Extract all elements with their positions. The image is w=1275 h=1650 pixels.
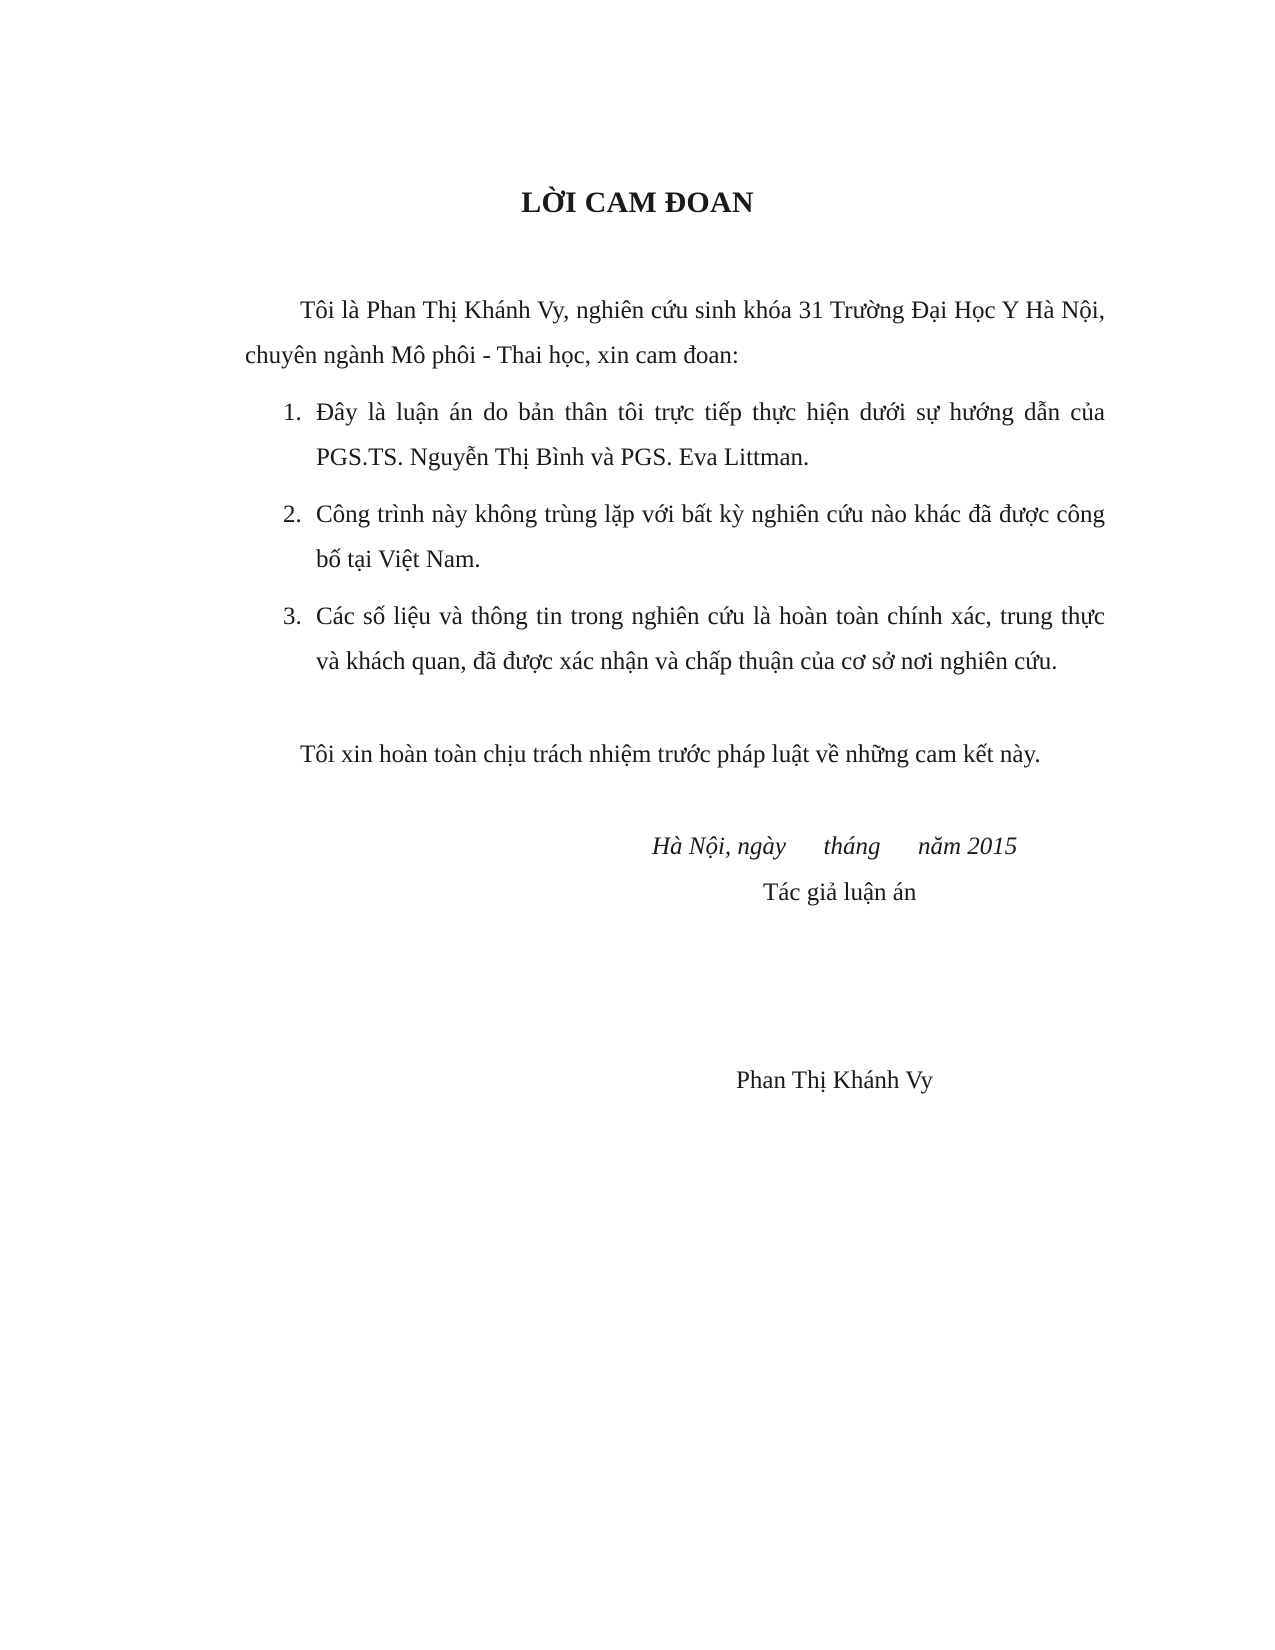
author-label: Tác giả luận án [763,879,917,906]
list-item [283,492,1105,582]
closing-statement: Tôi xin hoàn toàn chịu trách nhiệm trước pháp luật về những cam kết này. [300,741,1041,768]
list-item [283,390,1105,480]
author-name: Phan Thị Khánh Vy [736,1067,933,1094]
page-title: LỜI CAM ĐOAN [521,186,754,219]
list-item-text: Đây là luận án do bản thân tôi trực tiếp thực hiện dưới sự hướng dẫn của PGS.TS. Nguyễn Thị Bình và PGS. Eva Littman. [316,399,1105,471]
commitment-list-2 [283,492,1105,582]
list-item [283,594,1105,684]
list-item-text: Các số liệu và thông tin trong nghiên cứu là hoàn toàn chính xác, trung thực và khách quan, đã được xác nhận và chấp thuận của cơ sở nơi nghiên cứu. [316,603,1105,675]
list-item-number: 2. [283,501,302,528]
date-line: Hà Nội, ngày tháng năm 2015 [652,833,1018,860]
intro-paragraph: Tôi là Phan Thị Khánh Vy, nghiên cứu sinh khóa 31 Trường Đại Học Y Hà Nội, chuyên ngành Mô phôi - Thai học, xin cam đoan: [245,297,1105,369]
commitment-list-3 [283,594,1105,684]
list-item-number: 1. [283,399,302,426]
list-item-text: Công trình này không trùng lặp với bất kỳ nghiên cứu nào khác đã được công bố tại Việt Nam. [316,501,1105,573]
commitment-list-1 [283,390,1105,480]
list-item-number: 3. [283,603,302,630]
